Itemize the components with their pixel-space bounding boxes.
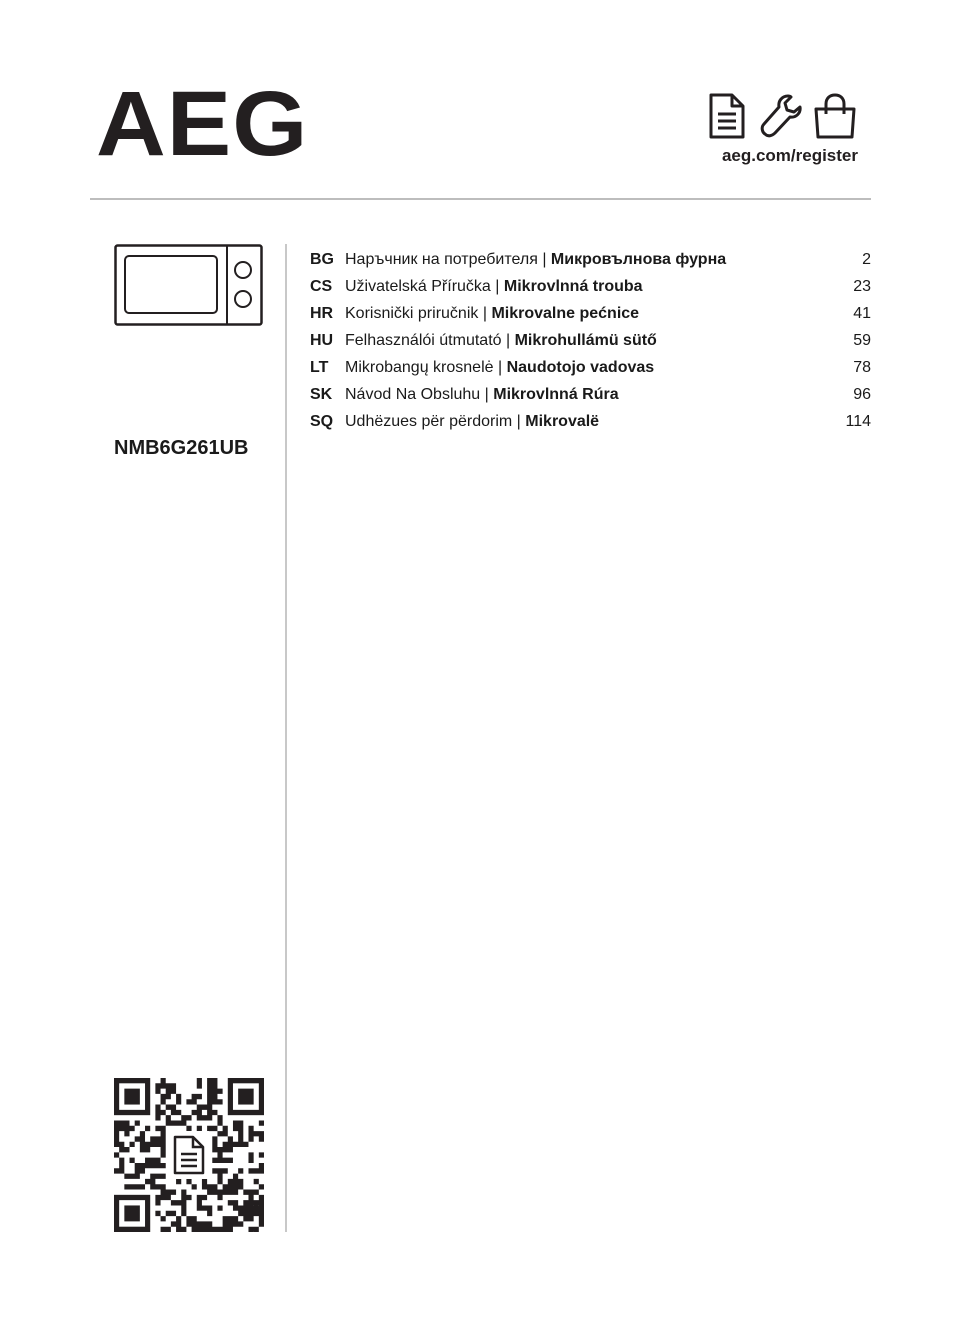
qr-finder-pattern [114,1195,150,1232]
header-divider [90,198,871,200]
toc-title [345,410,599,434]
language-code: HU [310,332,334,349]
toc-row[interactable] [310,329,871,356]
toc-title [345,248,726,272]
separator: | [482,305,487,322]
qr-finder-pattern [114,1078,150,1115]
toc-row[interactable] [310,248,871,275]
separator: | [516,413,521,430]
toc-title [345,383,619,407]
separator: | [505,332,511,349]
manual-title: Korisnički priručnik [345,305,479,322]
product-name: Mikrovalne pećnice [491,305,640,322]
language-code: CS [310,278,333,295]
column-divider [285,244,287,1232]
shopping-bag-icon [812,92,858,140]
manual-title: Návod Na Obsluhu [345,386,481,403]
product-name: Mikrovlnná trouba [503,278,643,295]
page-number: 23 [853,278,871,295]
toc-title [345,356,654,380]
brand-logo: AEG [96,73,309,175]
page-number: 41 [853,305,871,322]
qr-document-icon [169,1131,209,1179]
toc-row[interactable] [310,410,871,437]
product-name: Mikrovalë [525,413,600,430]
page-number: 59 [853,332,871,349]
manual-title: Udhëzues për përdorim [345,413,513,430]
document-icon [708,92,746,140]
model-number: NMB6G261UB [114,437,249,459]
product-name: Mikrohullámü sütő [514,332,657,349]
microwave-icon [114,244,264,328]
register-icons [706,92,858,142]
page-number: 2 [862,251,871,268]
table-of-contents [310,248,871,437]
language-code: SQ [310,413,334,430]
separator: | [497,359,503,376]
language-code: SK [310,386,333,403]
wrench-icon [758,92,804,140]
language-code: HR [310,305,334,322]
product-name: Mikrovlnná Rúra [493,386,619,403]
manual-title: Uživatelská Příručka [345,278,491,295]
manual-title: Наръчник на потребителя [345,251,538,268]
separator: | [484,386,489,403]
product-name: Naudotojo vadovas [506,359,655,376]
manual-title: Mikrobangų krosnelė [345,359,494,376]
qr-finder-pattern [228,1078,264,1115]
register-url[interactable]: aeg.com/register [721,146,858,165]
manual-title: Felhasználói útmutató [345,332,502,349]
language-code: LT [310,359,329,376]
toc-title [345,275,643,299]
toc-row[interactable] [310,356,871,383]
qr-code[interactable] [114,1078,264,1232]
page-number: 96 [853,386,871,403]
toc-title [345,329,657,353]
language-code: BG [310,251,334,268]
separator: | [542,251,547,268]
toc-title [345,302,639,326]
page-number: 114 [845,413,871,430]
separator: | [495,278,500,295]
page-number: 78 [853,359,871,376]
product-name: Микровълнова фурна [550,251,727,268]
toc-row[interactable] [310,302,871,329]
toc-row[interactable] [310,275,871,302]
toc-row[interactable] [310,383,871,410]
